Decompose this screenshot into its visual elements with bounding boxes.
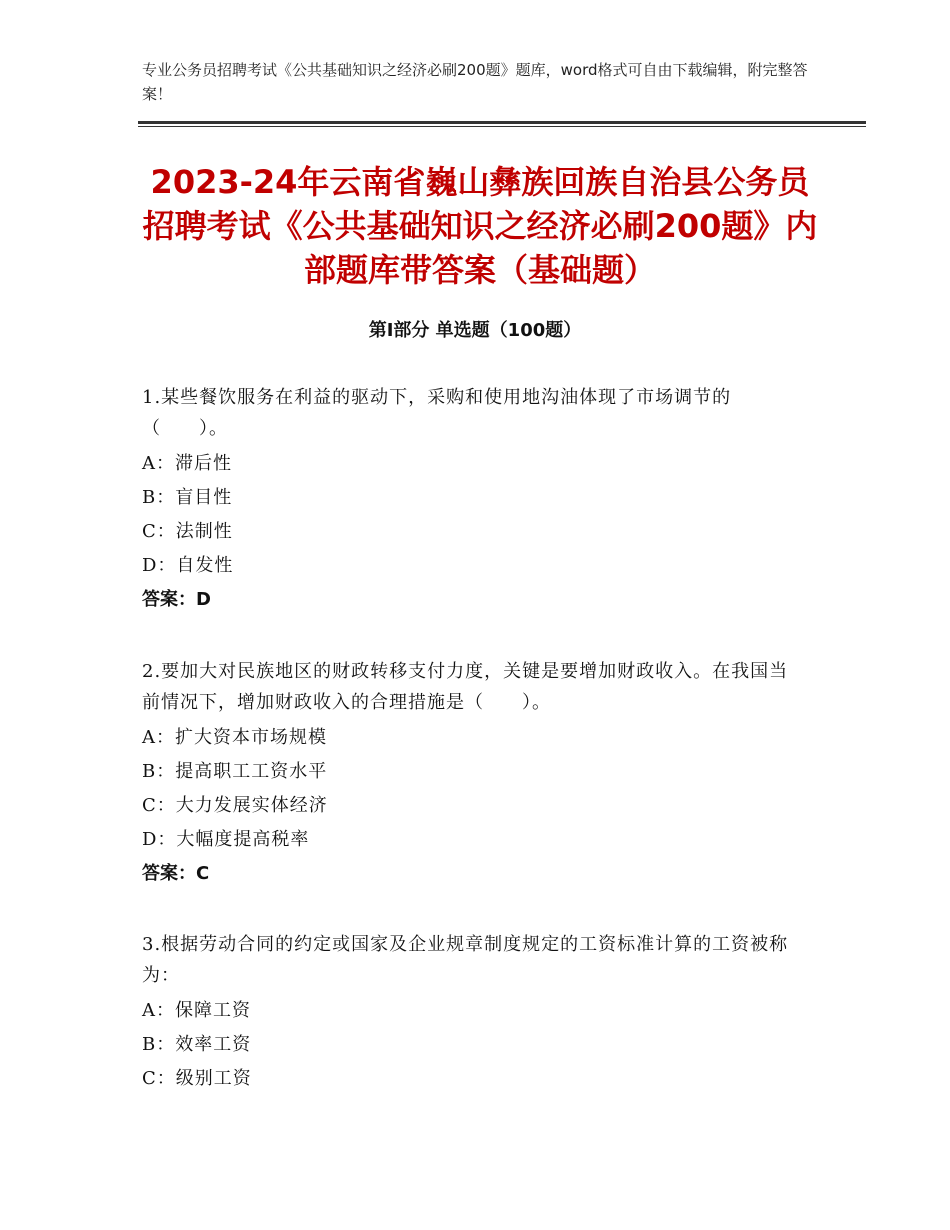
question-stem: 3.根据劳动合同的约定或国家及企业规章制度规定的工资标准计算的工资被称为： [142,934,789,986]
header-divider-thin [138,126,866,127]
option-a: A：保障工资 [142,1000,251,1021]
answer-line: 答案：C [142,863,210,884]
part-title: 第Ⅰ部分 单选题（100题） [368,320,582,341]
option-d: D：自发性 [142,555,234,576]
option-c: C：级别工资 [142,1068,252,1089]
option-a: A：滞后性 [142,453,232,474]
question-3 [142,929,802,1096]
option-a: A：扩大资本市场规模 [142,727,327,748]
question-stem: 1.某些餐饮服务在利益的驱动下，采购和使用地沟油体现了市场调节的（ ）。 [142,387,732,439]
header-divider-thick [138,121,866,124]
option-b: B：效率工资 [142,1034,252,1055]
answer-line: 答案：D [142,589,211,610]
question-1 [142,382,802,617]
option-c: C：大力发展实体经济 [142,795,328,816]
question-stem: 2.要加大对民族地区的财政转移支付力度，关键是要增加财政收入。在我国当前情况下，增加财政收入的合理措施是（ ）。 [142,661,789,713]
option-b: B：盲目性 [142,487,233,508]
option-b: B：提高职工工资水平 [142,761,328,782]
header-note: 专业公务员招聘考试《公共基础知识之经济必刷200题》题库，word格式可自由下载编辑，附完整答案！ [142,61,808,103]
option-d: D：大幅度提高税率 [142,829,310,850]
document-title: 2023-24年云南省巍山彝族回族自治县公务员招聘考试《公共基础知识之经济必刷200题》内部题库带答案（基础题） [142,163,818,289]
option-c: C：法制性 [142,521,233,542]
question-2 [142,656,802,891]
